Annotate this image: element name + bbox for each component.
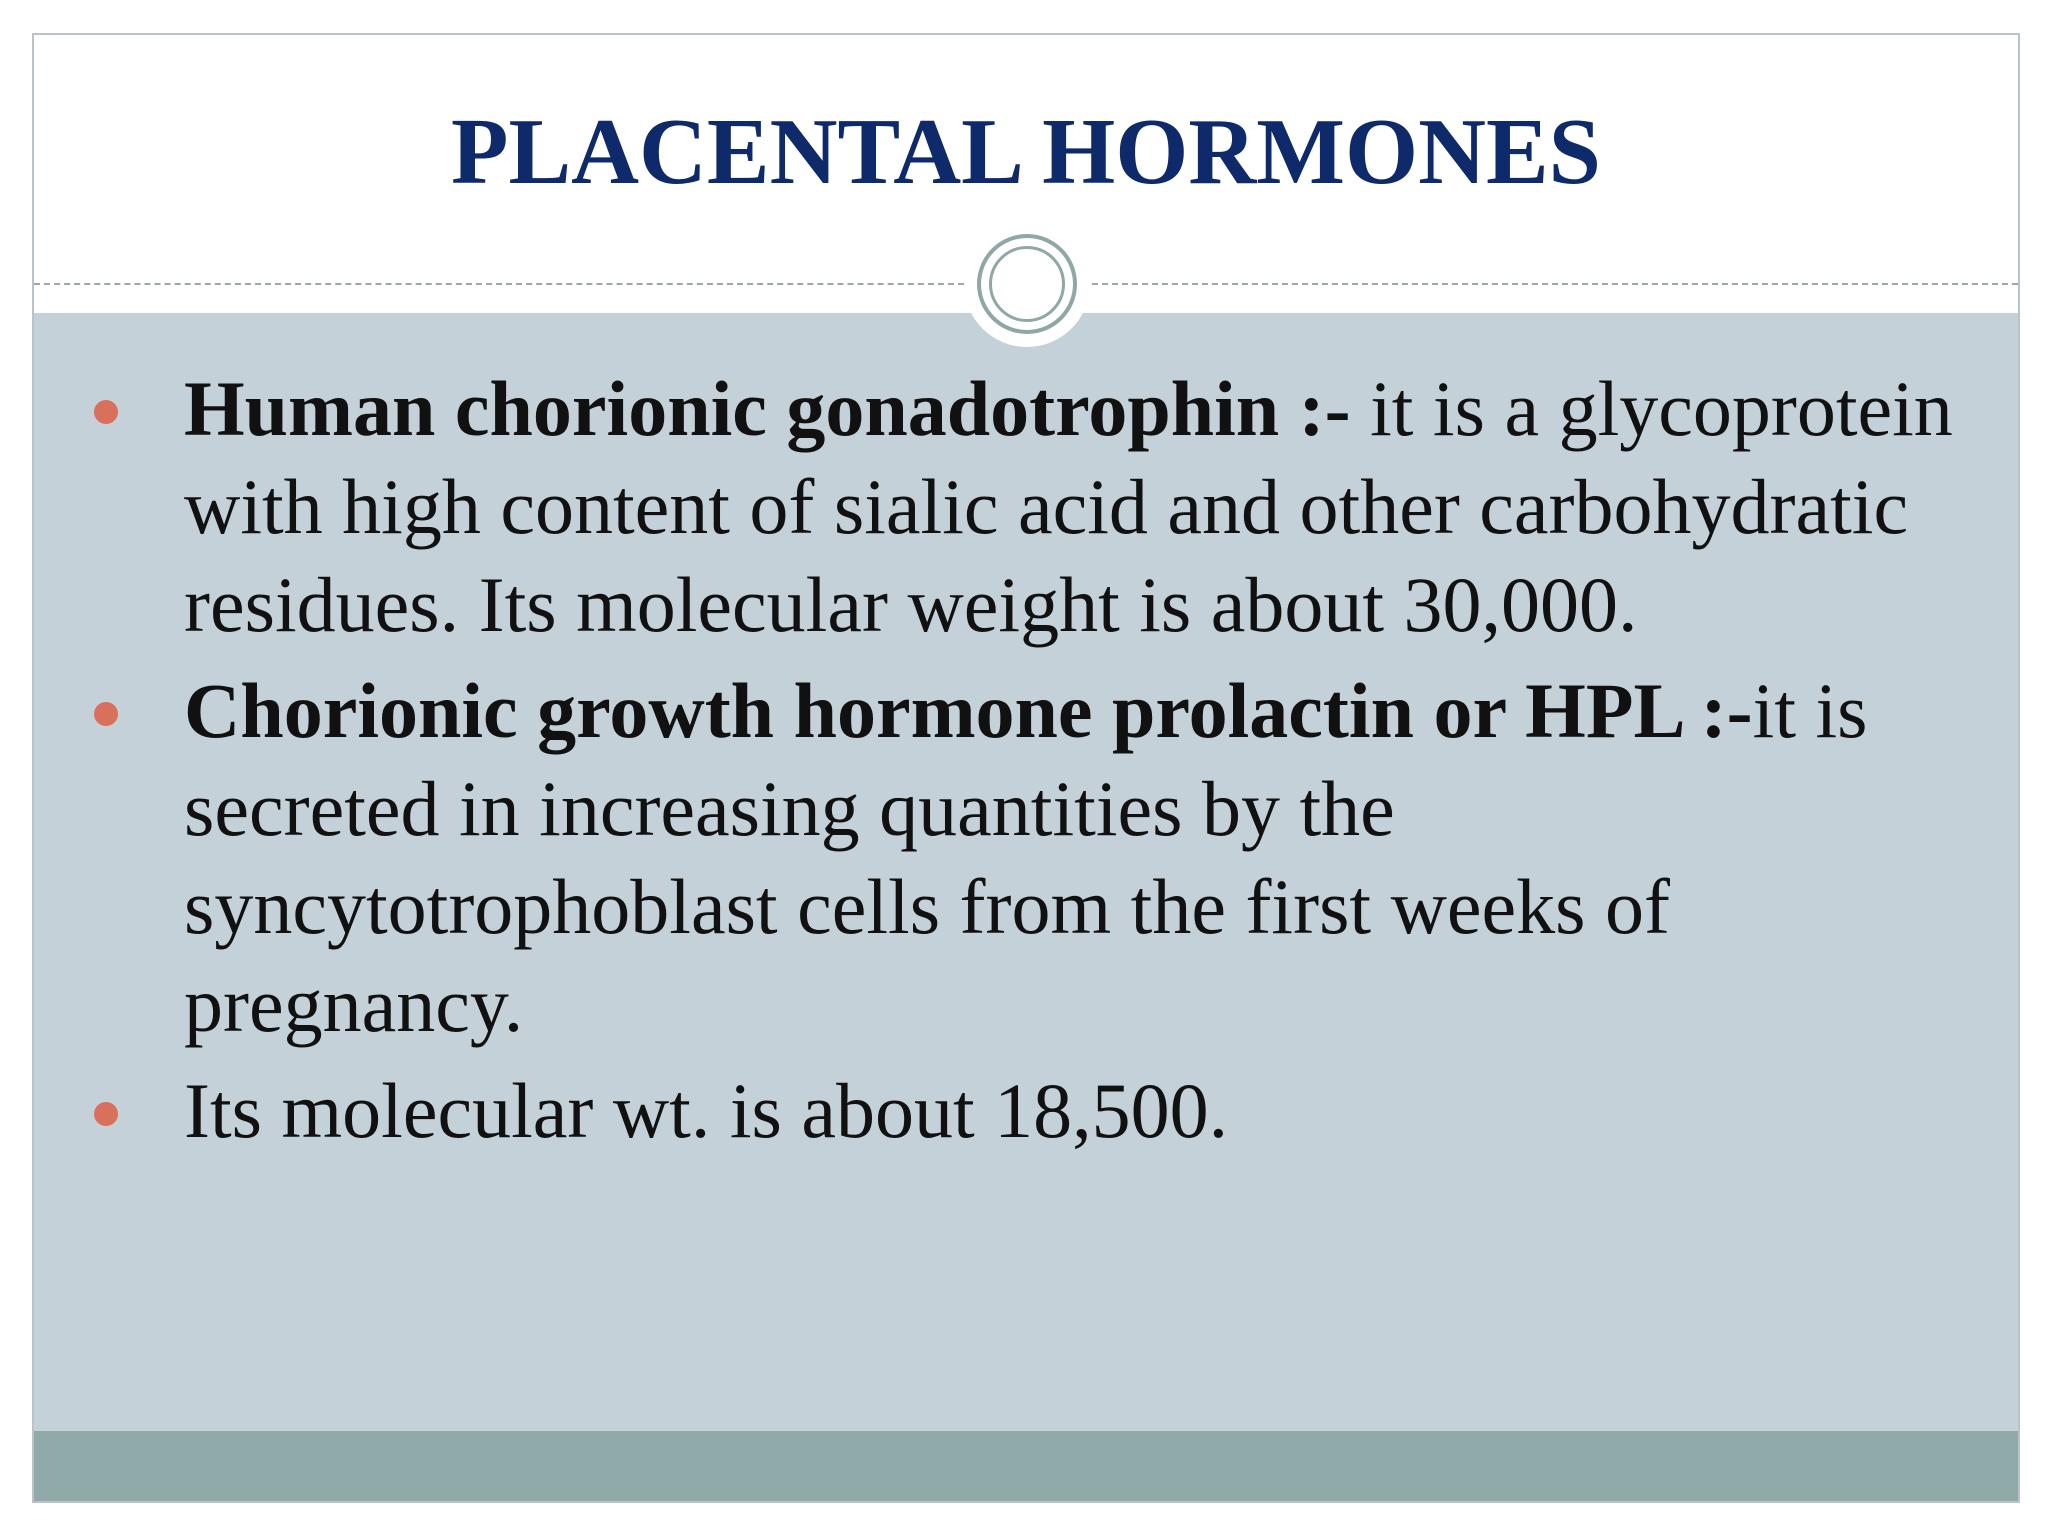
bullet-text: it is secreted in increasing quantities by the syncytotrophoblast cells from the first weeks of pregnancy. [184,667,1868,1048]
bullet-heading: Human chorionic gonadotrophin :- [184,365,1351,452]
slide-title: PLACENTAL HORMONES [451,100,1601,204]
bullet-item-molecular-weight [90,1062,1980,1160]
bullet-item-hpl [90,662,1980,1054]
bullet-item-hcg [90,360,1980,654]
double-ring-circle-icon [977,234,1077,334]
footer-band [34,1431,2018,1501]
ornament-inner-ring [989,246,1065,322]
bullet-text: Its molecular wt. is about 18,500. [184,1067,1229,1154]
bullet-heading: Chorionic growth hormone prolactin or HPL :- [184,667,1753,754]
bullet-list [90,360,1980,1168]
bullet-text: it is a glycoprotein with high content of sialic acid and other carbohydratic residues. Its molecular weight is about 30,000. [184,365,1953,648]
bullet-dot-icon [94,702,118,726]
bullet-dot-icon [94,400,118,424]
bullet-dot-icon [94,1102,118,1126]
title-divider-right [1092,283,2018,285]
title-divider-left [34,283,964,285]
slide [34,35,2018,1501]
